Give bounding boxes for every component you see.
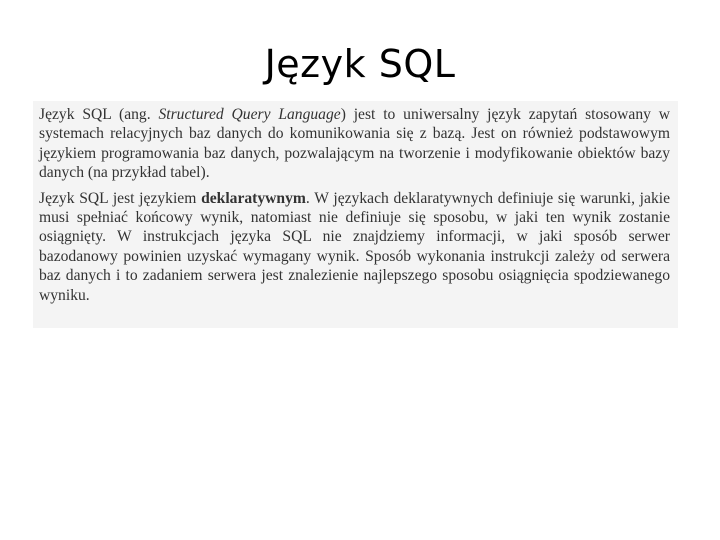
paragraph-declarative	[39, 189, 670, 305]
term-structured-query-language: Structured Query Language	[158, 106, 341, 123]
paragraph-declarative-rest: . W językach deklaratywnych definiuje się warunki, jakie musi spełniać końcowy wynik, natomiast nie definiuje się sposobu, w jaki ten wynik zostanie osiągnięty. W instrukcjach języka SQL nie znajdziemy informacji, w jaki sposób serwer bazodanowy powinien uzyskać wymagany wynik. Sposób wykonania instrukcji zależy od serwera baz danych i to zadaniem serwera jest znalezienie najlepszego sposobu osiągnięcia spodziewanego wyniku.	[39, 189, 670, 304]
paragraph-declarative-lead: Język SQL jest językiem	[39, 189, 202, 207]
term-declarative: deklaratywnym	[201, 189, 306, 207]
paragraph-definition-rest: ) jest to uniwersalny język zapytań stosowany w systemach relacyjnych baz danych do komunikowania się z bazą. Jest on również podstawowym językiem programowania baz danych, pozwalającym na tworzenie i modyfikowanie obiektów bazy danych (na przykład tabel).	[39, 106, 670, 182]
slide-title: Język SQL	[264, 42, 456, 86]
paragraph-definition-lead: Język SQL (ang.	[39, 106, 159, 123]
scanned-text-image	[33, 101, 678, 328]
paragraph-definition	[39, 105, 670, 183]
